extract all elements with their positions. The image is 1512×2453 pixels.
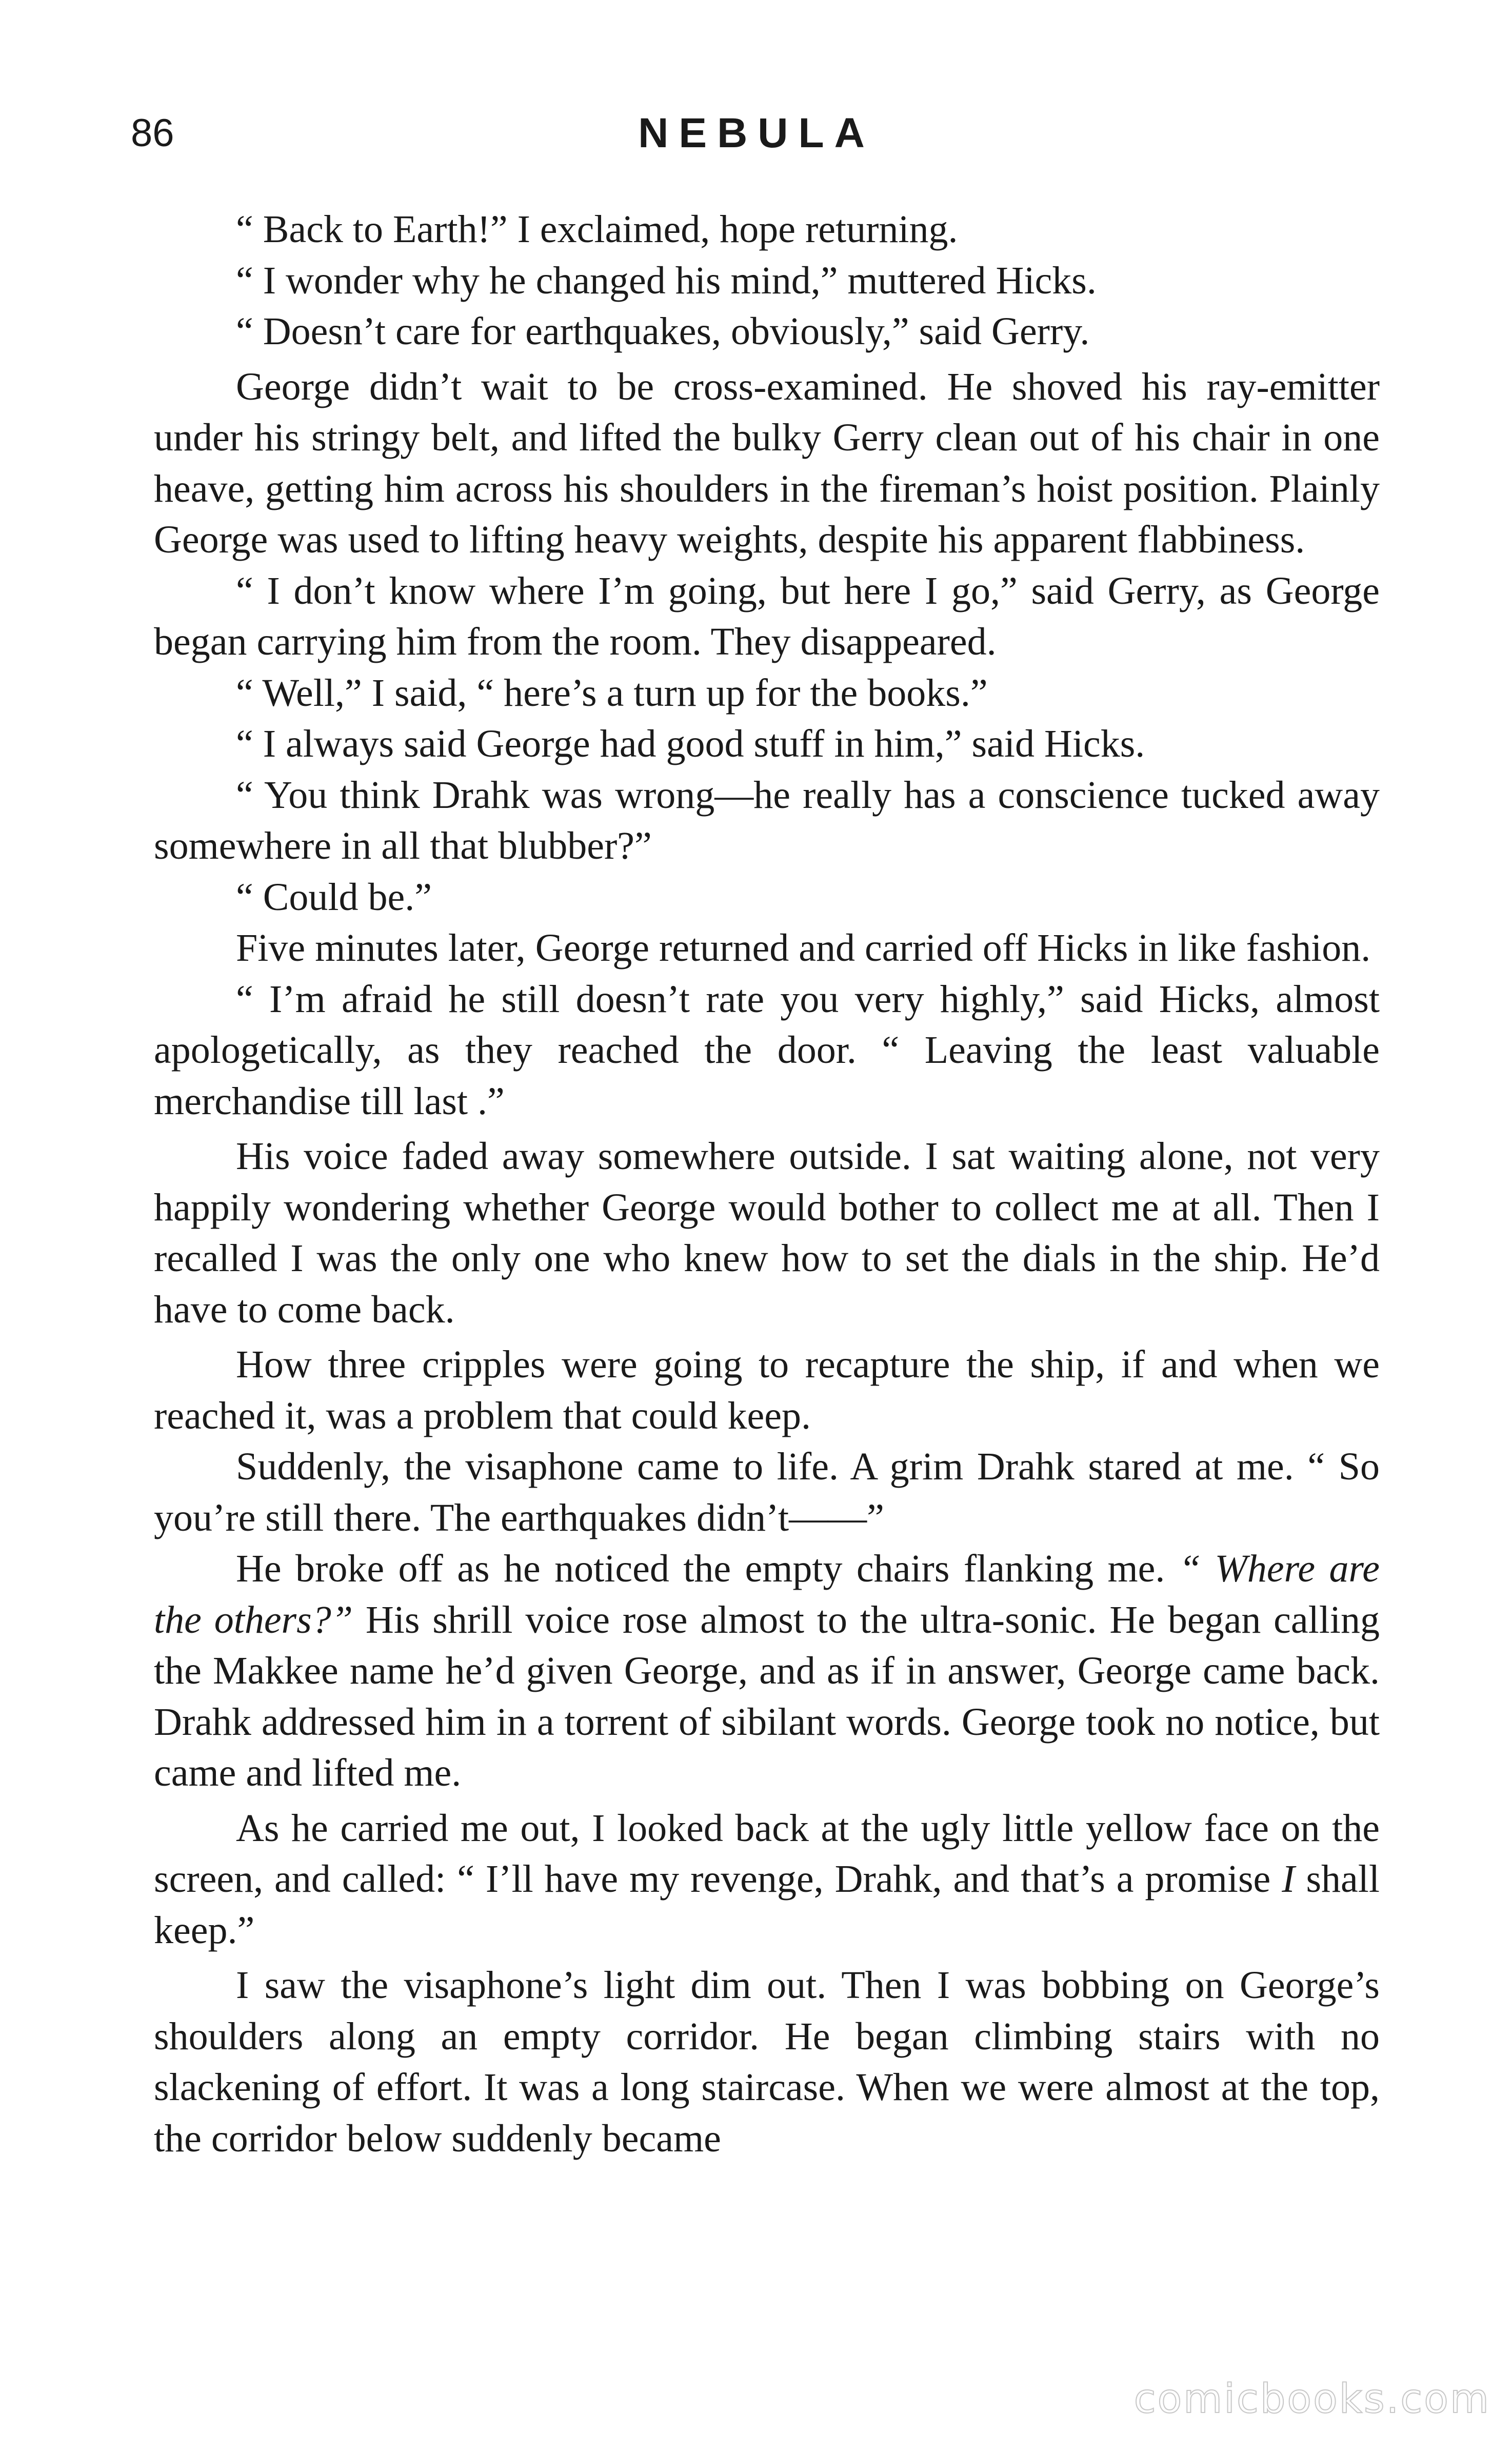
paragraph-text: shall keep.”: [154, 1857, 1380, 1952]
paragraph: “ I always said George had good stuff in him,” said Hicks.: [236, 722, 1145, 765]
body-text: [154, 204, 1380, 2164]
paragraph: “ Well,” I said, “ here’s a turn up for the books.”: [236, 671, 988, 715]
paragraph: “ I wonder why he changed his mind,” muttered Hicks.: [236, 259, 1097, 302]
paragraph: “ You think Drahk was wrong—he really has a conscience tucked away somewhere in all that blubber?”: [154, 773, 1380, 867]
paragraph: “ Doesn’t care for earthquakes, obviously,” said Gerry.: [236, 310, 1090, 353]
paragraph: His voice faded away somewhere outside. I sat waiting alone, not very happily wondering whether George would bother to collect me at all. Then I recalled I was the only one who knew how to set the dials in the ship. He’d have to come back.: [154, 1135, 1380, 1331]
running-head: NEBULA: [638, 110, 875, 156]
paragraph-text: As he carried me out, I looked back at the ugly little yellow face on the screen, and called: “ I’ll have my revenge, Drahk, and that’s a promise: [154, 1806, 1380, 1901]
watermark: comicbooks.com: [1133, 2376, 1490, 2422]
paragraph: Suddenly, the visaphone came to life. A grim Drahk stared at me. “ So you’re still there. The earthquakes didn’t——”: [154, 1445, 1380, 1539]
paragraph: I saw the visaphone’s light dim out. Then I was bobbing on George’s shoulders along an empty corridor. He began climbing stairs with no slackening of effort. It was a long staircase. When we were almost at the top, the corridor below suddenly became: [154, 1964, 1380, 2160]
page-number: 86: [131, 111, 174, 155]
page-header: [131, 105, 1382, 162]
paragraph: How three cripples were going to recapture the ship, if and when we reached it, was a problem that could keep.: [154, 1343, 1380, 1437]
paragraph: “ I don’t know where I’m going, but here I go,” said Gerry, as George began carrying him from the room. They disappeared.: [154, 569, 1380, 663]
paragraph: Five minutes later, George returned and carried off Hicks in like fashion.: [236, 926, 1371, 970]
paragraph-text: His shrill voice rose almost to the ultra-sonic. He began calling the Makkee name he’d given George, and as if in answer, George came back. Drahk addressed him in a torrent of sibilant words. George took no notice, but came and lifted me.: [154, 1598, 1380, 1794]
paragraph-text: He broke off as he noticed the empty chairs flanking me.: [236, 1547, 1165, 1590]
paragraph: [154, 1544, 1380, 1799]
paragraph: “ I’m afraid he still doesn’t rate you very highly,” said Hicks, almost apologetically, as they reached the door. “ Leaving the least valuable merchandise till last .”: [154, 977, 1380, 1123]
paragraph: “ Could be.”: [236, 875, 432, 919]
paragraph: “ Back to Earth!” I exclaimed, hope returning.: [236, 208, 958, 251]
emphasis-text: I: [1282, 1857, 1295, 1901]
emphasis-text: “ Where are the others?”: [154, 1547, 1380, 1641]
paragraph: George didn’t wait to be cross-examined. He shoved his ray-emitter under his stringy belt, and lifted the bulky Gerry clean out of his chair in one heave, getting him across his shoulders in the fireman’s hoist position. Plainly George was used to lifting heavy weights, despite his apparent flabbiness.: [154, 365, 1380, 561]
paragraph: [154, 1803, 1380, 1956]
